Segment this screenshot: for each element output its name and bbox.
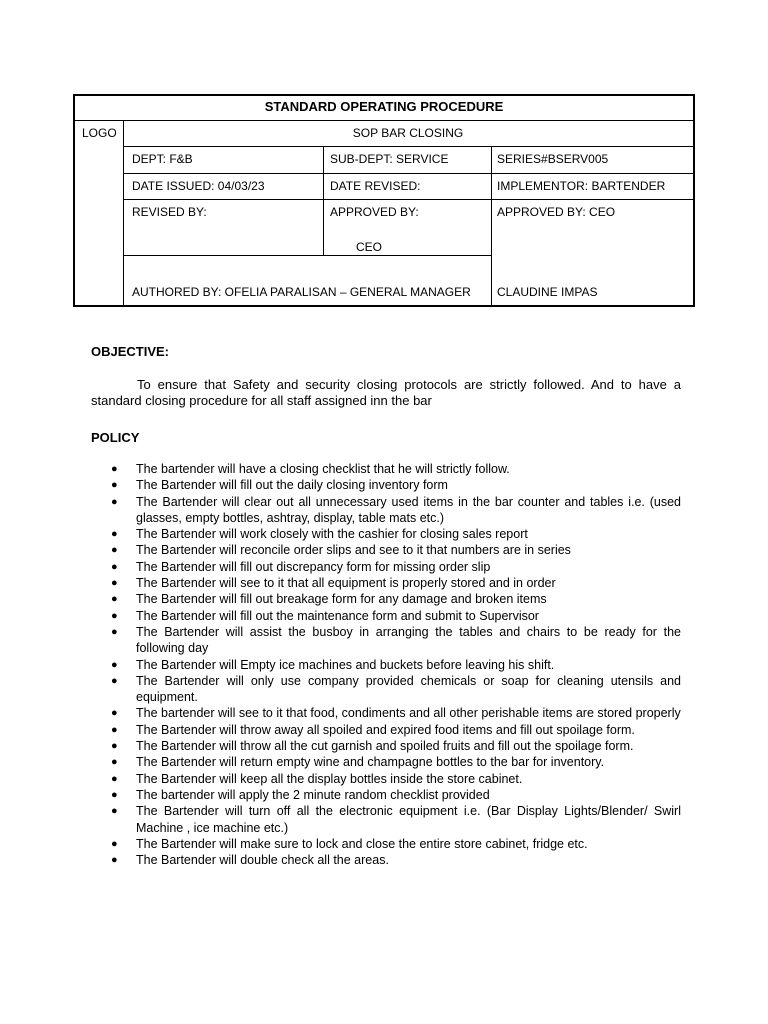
bullet-icon: ● xyxy=(111,837,118,850)
policy-item-text: The Bartender will assist the busboy in arranging the tables and chairs to be ready for the following day xyxy=(136,624,681,656)
list-item xyxy=(91,803,681,836)
bullet-icon: ● xyxy=(111,560,118,573)
policy-item-text: The Bartender will only use company provided chemicals or soap for cleaning utensils and equipment. xyxy=(136,673,681,705)
policy-item-text: The Bartender will see to it that all equipment is properly stored and in order xyxy=(136,576,556,591)
bullet-icon: ● xyxy=(111,756,118,769)
bullet-icon: ● xyxy=(111,723,118,736)
approved-by-field: APPROVED BY: xyxy=(330,205,419,219)
objective-heading: OBJECTIVE: xyxy=(91,344,170,359)
sop-title: STANDARD OPERATING PROCEDURE xyxy=(264,99,504,114)
list-item xyxy=(91,852,681,868)
policy-item-text: The bartender will apply the 2 minute random checklist provided xyxy=(136,787,490,802)
approved-by-name: CEO xyxy=(356,240,383,254)
list-item xyxy=(91,477,681,493)
revised-by-field: REVISED BY: xyxy=(132,205,207,219)
approved-by-ceo-field: APPROVED BY: CEO xyxy=(497,205,616,219)
list-item xyxy=(91,461,681,477)
bullet-icon: ● xyxy=(111,854,118,867)
list-item xyxy=(91,738,681,754)
policy-list xyxy=(91,461,681,868)
date-revised-field: DATE REVISED: xyxy=(330,179,421,193)
sop-header-table xyxy=(73,94,695,307)
bullet-icon: ● xyxy=(111,528,118,541)
implementor-field: IMPLEMENTOR: BARTENDER xyxy=(497,179,666,193)
ceo-name: CLAUDINE IMPAS xyxy=(497,285,598,299)
policy-item-text: The Bartender will fill out breakage form for any damage and broken items xyxy=(136,592,547,607)
list-item xyxy=(91,673,681,706)
list-item xyxy=(91,836,681,852)
policy-item-text: The bartender will have a closing checklist that he will strictly follow. xyxy=(136,462,510,476)
list-item xyxy=(91,722,681,738)
dept-field: DEPT: F&B xyxy=(132,152,193,166)
policy-item-text: The Bartender will throw all the cut garnish and spoiled fruits and fill out the spoilage form. xyxy=(136,739,634,754)
policy-item-text: The Bartender will clear out all unnecessary used items in the bar counter and tables i.e. (used glasses, empty bottles, ashtray, display, table mats etc.) xyxy=(136,494,681,525)
bullet-icon: ● xyxy=(111,625,118,638)
list-item xyxy=(91,608,681,624)
series-field: SERIES#BSERV005 xyxy=(497,152,609,166)
list-item xyxy=(91,754,681,770)
bullet-icon: ● xyxy=(111,495,118,508)
list-item xyxy=(91,624,681,657)
policy-heading: POLICY xyxy=(91,430,140,445)
policy-item-text: The Bartender will make sure to lock and close the entire store cabinet, fridge etc. xyxy=(136,836,588,851)
policy-item-text: The Bartender will reconcile order slips and see to it that numbers are in series xyxy=(136,543,571,558)
bullet-icon: ● xyxy=(111,707,118,720)
list-item xyxy=(91,705,681,721)
policy-item-text: The Bartender will throw away all spoiled and expired food items and fill out spoilage form. xyxy=(136,722,635,737)
bullet-icon: ● xyxy=(111,593,118,606)
policy-item-text: The bartender will see to it that food, condiments and all other perishable items are stored properly xyxy=(136,706,681,721)
list-item xyxy=(91,591,681,607)
bullet-icon: ● xyxy=(111,463,118,475)
bullet-icon: ● xyxy=(111,740,118,753)
policy-item-text: The Bartender will work closely with the cashier for closing sales report xyxy=(136,527,528,542)
policy-item-text: The Bartender will fill out the daily closing inventory form xyxy=(136,478,448,493)
list-item xyxy=(91,771,681,787)
bullet-icon: ● xyxy=(111,805,118,818)
list-item xyxy=(91,559,681,575)
policy-item-text: The Bartender will keep all the display bottles inside the store cabinet. xyxy=(136,771,523,786)
list-item xyxy=(91,657,681,673)
policy-item-text: The Bartender will Empty ice machines and buckets before leaving his shift. xyxy=(136,657,555,672)
bullet-icon: ● xyxy=(111,577,118,590)
policy-item-text: The Bartender will fill out the maintenance form and submit to Supervisor xyxy=(136,608,539,623)
logo-placeholder: LOGO xyxy=(82,126,117,140)
bullet-icon: ● xyxy=(111,658,118,671)
objective-text: To ensure that Safety and security closing protocols are strictly followed. And to have a standard closing procedure for all staff assigned inn the bar xyxy=(91,377,681,408)
bullet-icon: ● xyxy=(111,788,118,801)
bullet-icon: ● xyxy=(111,479,118,492)
bullet-icon: ● xyxy=(111,609,118,622)
policy-item-text: The Bartender will double check all the areas. xyxy=(136,853,389,868)
bullet-icon: ● xyxy=(111,772,118,785)
list-item xyxy=(91,526,681,542)
sop-name: SOP BAR CLOSING xyxy=(352,126,464,140)
bullet-icon: ● xyxy=(111,674,118,687)
policy-item-text: The Bartender will fill out discrepancy form for missing order slip xyxy=(136,559,491,574)
bullet-icon: ● xyxy=(111,544,118,557)
policy-item-text: The Bartender will turn off all the electronic equipment i.e. (Bar Display Lights/Blender/ Swirl Machine , ice machine etc.) xyxy=(136,804,681,835)
authored-by-field: AUTHORED BY: OFELIA PARALISAN – GENERAL MANAGER xyxy=(132,285,471,299)
list-item xyxy=(91,542,681,558)
list-item xyxy=(91,494,681,527)
date-issued-field: DATE ISSUED: 04/03/23 xyxy=(132,179,265,193)
sub-dept-field: SUB-DEPT: SERVICE xyxy=(330,152,449,166)
list-item xyxy=(91,575,681,591)
list-item xyxy=(91,787,681,803)
policy-item-text: The Bartender will return empty wine and champagne bottles to the bar for inventory. xyxy=(136,755,605,770)
